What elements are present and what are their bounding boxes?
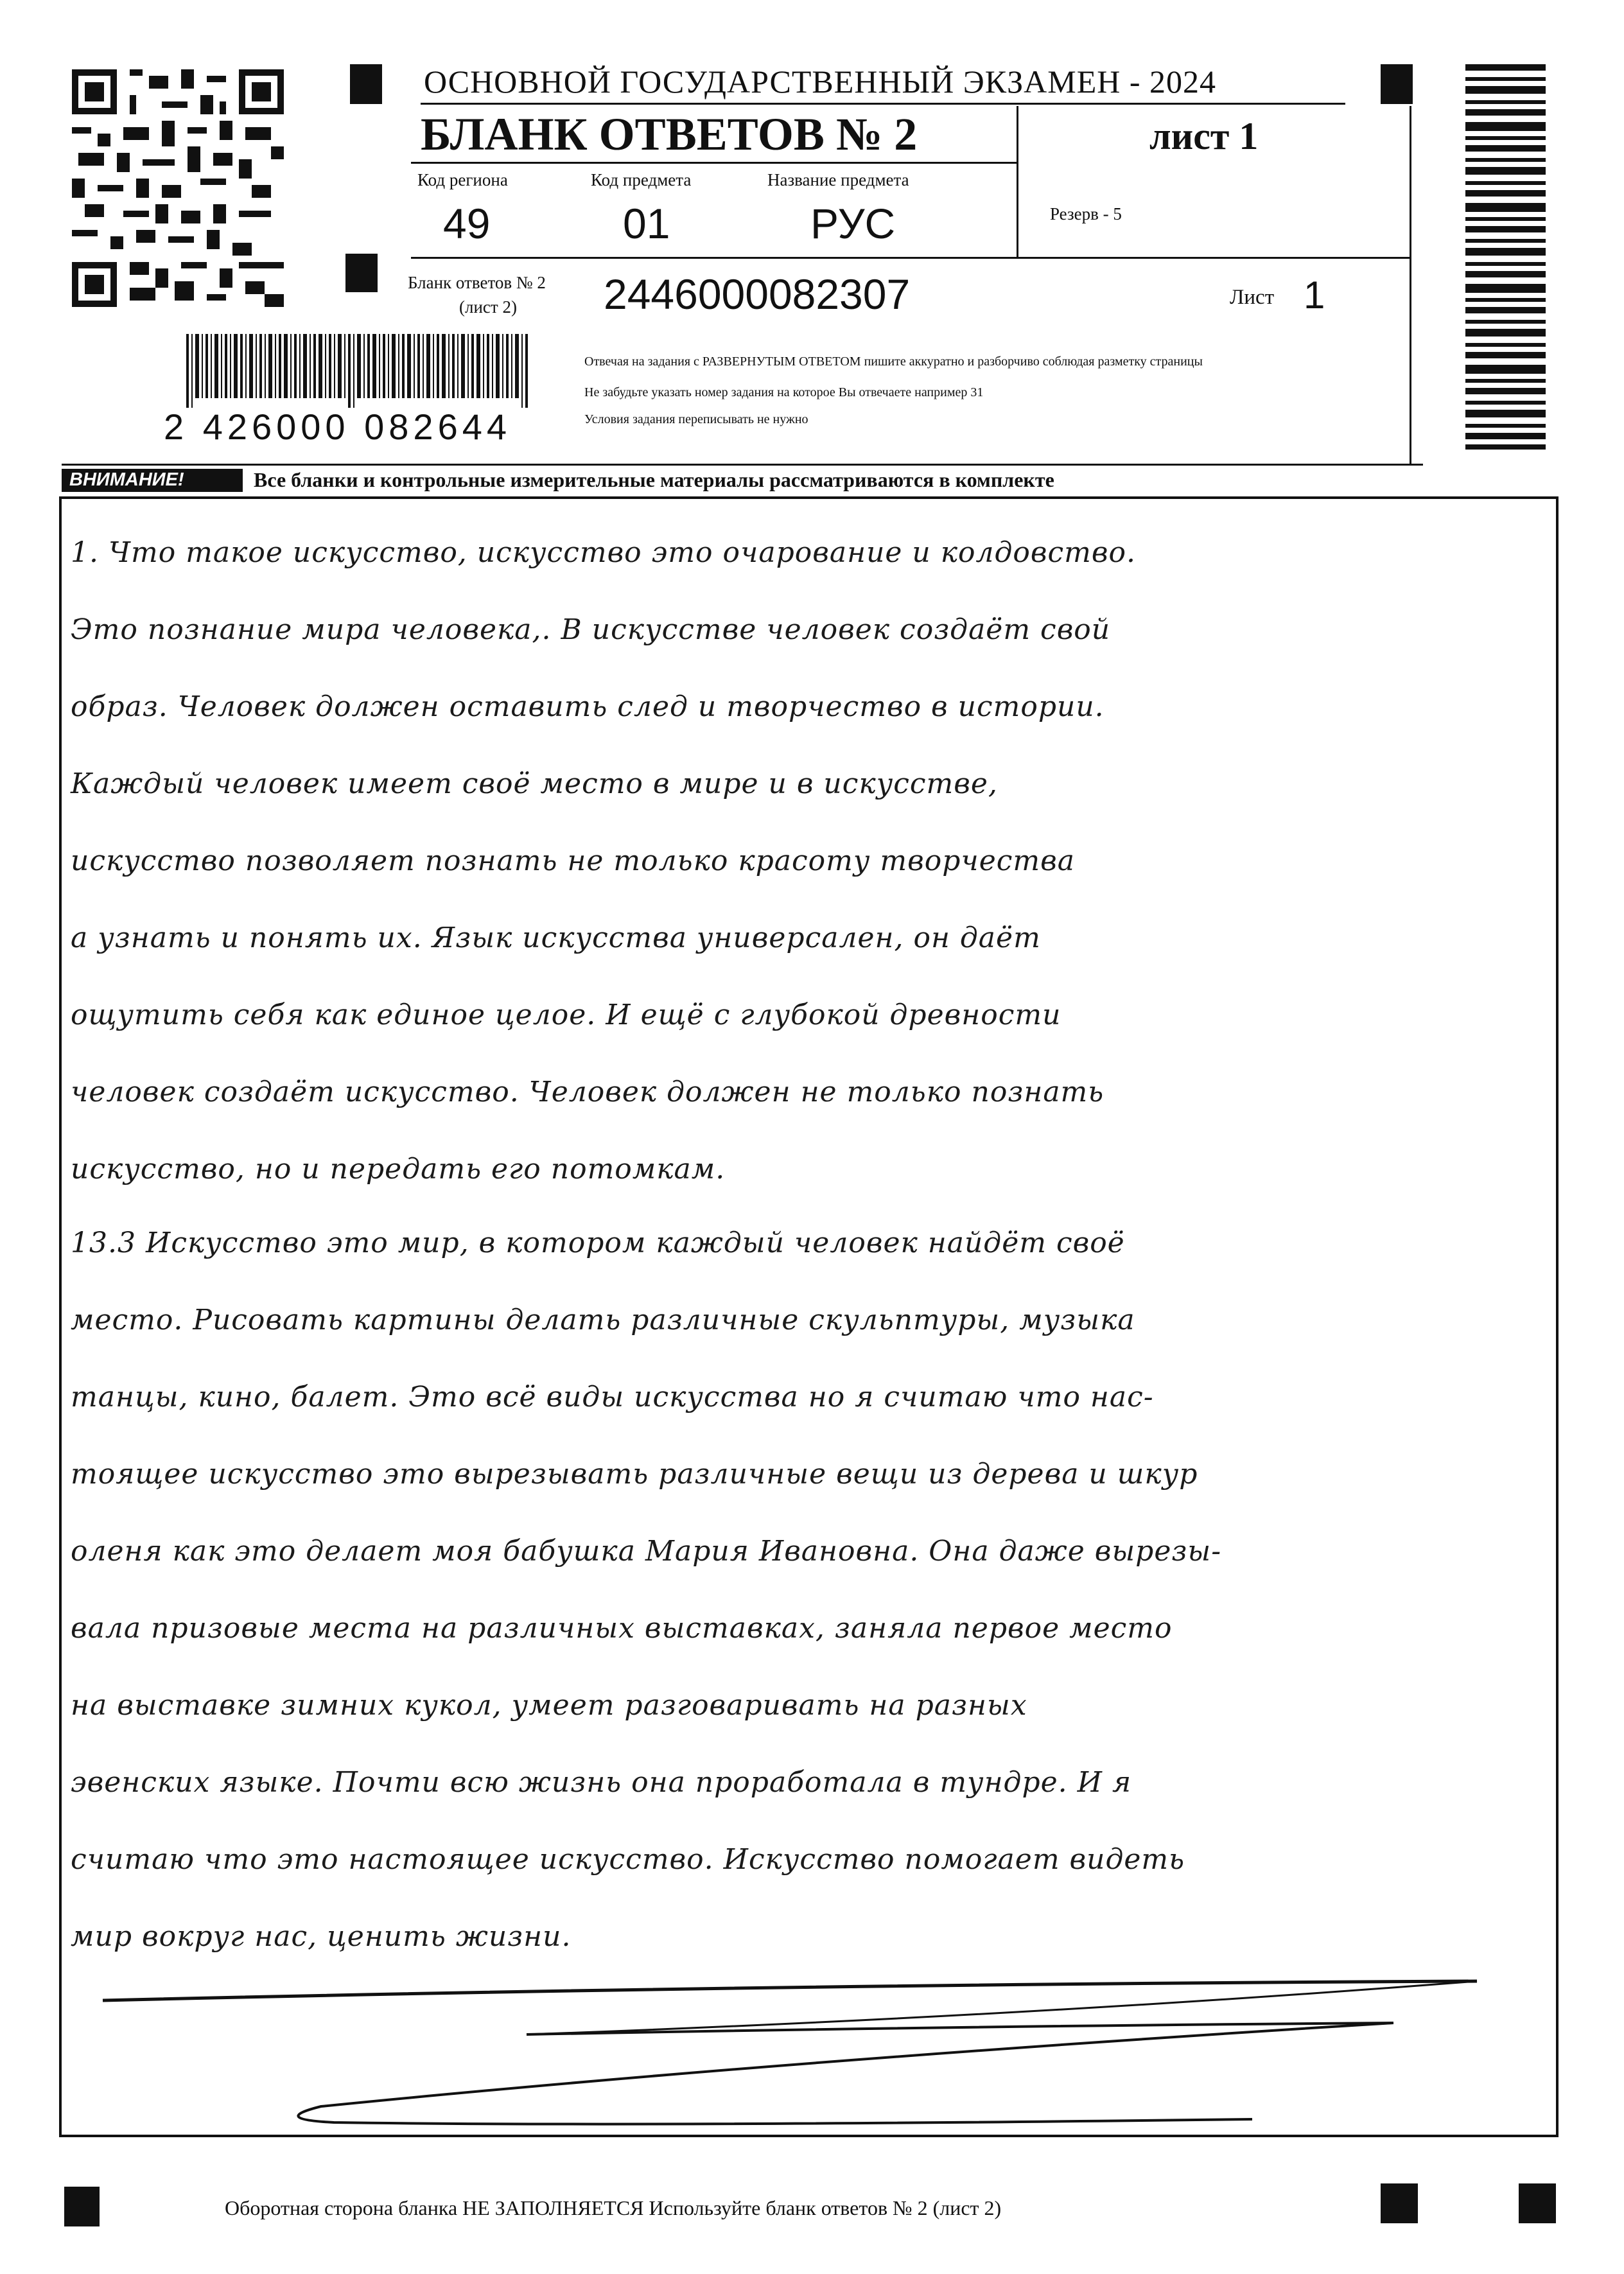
subject-code-label: Код предмета [591, 170, 692, 189]
answer-line-13: тоящее искусство это вырезывать различные вещи из дерева и шкур [71, 1458, 1198, 1491]
subject-code-value: 01 [623, 200, 670, 247]
instruction-line-2: Не забудьте указать номер задания на которое Вы отвечаете например 31 [584, 385, 984, 399]
corner-marker-bottom-mid [1381, 2183, 1418, 2223]
answer-line-17: эвенских языке. Почти всю жизнь она проработала в тундре. И я [71, 1766, 1132, 1799]
answer-line-11: место. Рисовать картины делать различные скульптуры, музыка [71, 1304, 1135, 1336]
answer-line-4: Каждый человек имеет своё место в мире и в искусстве, [71, 767, 998, 800]
instruction-line-1: Отвечая на задания с РАЗВЕРНУТЫМ ОТВЕТОМ пишите аккуратно и разборчиво соблюдая разметку страницы [584, 354, 1203, 369]
answer-line-15: вала призовые места на различных выставках, заняла первое место [71, 1612, 1173, 1645]
answer-line-9: искусство, но и передать его потомкам. [71, 1153, 726, 1185]
form2-number: 2446000082307 [604, 270, 911, 318]
instruction-line-3: Условия задания переписывать не нужно [584, 412, 808, 426]
attention-label: ВНИМАНИЕ! [69, 469, 184, 490]
sheet-value: 1 [1304, 274, 1325, 317]
answer-line-1: 1. Что такое искусство, искусство это очарование и колдовство. [71, 536, 1136, 569]
subject-name-label: Название предмета [767, 170, 909, 189]
answer-line-8: человек создаёт искусство. Человек должен не только познать [71, 1076, 1104, 1108]
form-title: БЛАНК ОТВЕТОВ № 2 [421, 109, 918, 160]
answer-line-19: мир вокруг нас, ценить жизни. [71, 1920, 572, 1953]
form2-label-line2: (лист 2) [459, 297, 517, 317]
answer-line-5: искусство позволяет познать не только красоту творчества [71, 844, 1075, 877]
answer-line-12: танцы, кино, балет. Это всё виды искусства но я считаю что нас- [71, 1381, 1154, 1413]
attention-text: Все бланки и контрольные измерительные материалы рассматриваются в комплекте [254, 468, 1054, 491]
corner-marker-bottom-right [1519, 2183, 1556, 2223]
answer-line-14: оленя как это делает моя бабушка Мария Ивановна. Она даже вырезы- [71, 1535, 1222, 1568]
region-label: Код региона [417, 170, 508, 189]
reserve-label: Резерв - 5 [1050, 204, 1122, 223]
answer-line-6: а узнать и понять их. Язык искусства универсален, он даёт [71, 922, 1041, 954]
sheet-title: лист 1 [1149, 115, 1259, 157]
region-value: 49 [443, 200, 491, 247]
answer-line-3: образ. Человек должен оставить след и творчество в истории. [71, 690, 1104, 723]
answer-line-16: на выставке зимних кукол, умеет разговаривать на разных [71, 1689, 1027, 1722]
answer-line-7: ощутить себя как единое целое. И ещё с глубокой древности [71, 999, 1061, 1031]
corner-marker-bottom-left [64, 2187, 100, 2226]
subject-name-value: РУС [810, 200, 896, 247]
barcode-number: 2 426000 082644 [164, 407, 511, 447]
sheet-label: Лист [1230, 286, 1275, 309]
answer-line-18: считаю что это настоящее искусство. Искусство помогает видеть [71, 1843, 1185, 1876]
exam-title: ОСНОВНОЙ ГОСУДАРСТВЕННЫЙ ЭКЗАМЕН - 2024 [424, 64, 1216, 100]
answer-line-10: 13.3 Искусство это мир, в котором каждый человек найдёт своё [71, 1227, 1125, 1259]
answer-line-2: Это познание мира человека,. В искусстве человек создаёт свой [71, 613, 1111, 646]
footer-text: Оборотная сторона бланка НЕ ЗАПОЛНЯЕТСЯ Используйте бланк ответов № 2 (лист 2) [225, 2196, 1002, 2219]
form2-label-line1: Бланк ответов № 2 [408, 273, 546, 292]
